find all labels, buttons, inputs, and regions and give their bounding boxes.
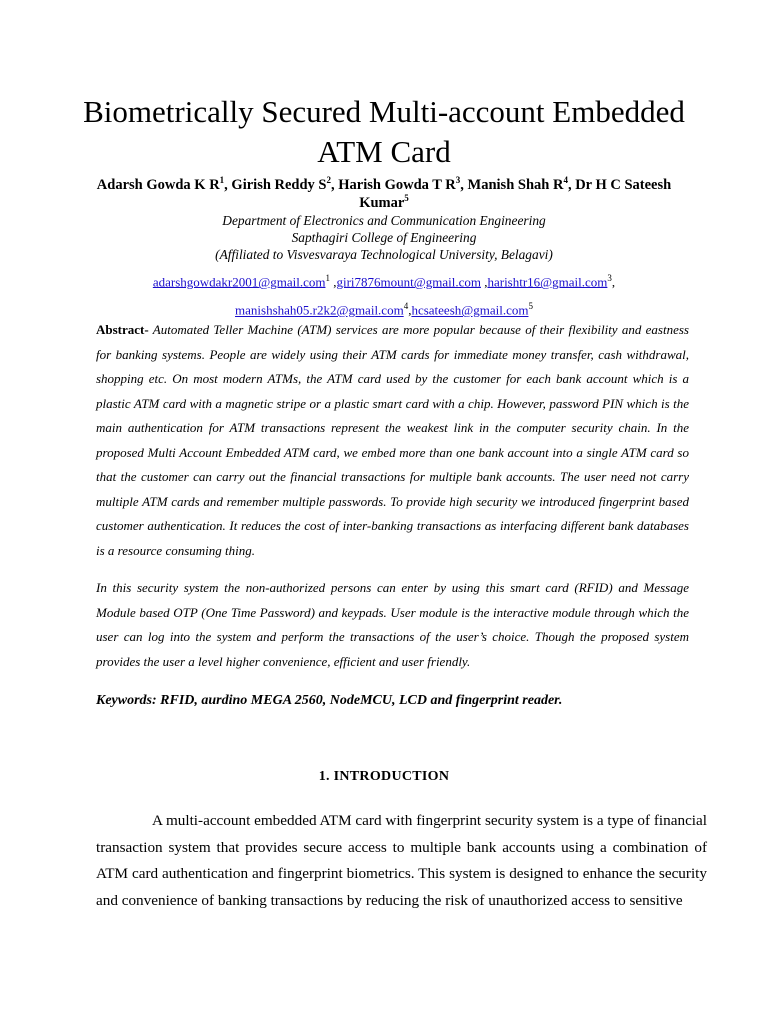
department: Department of Electronics and Communication Engineering	[222, 213, 546, 228]
author-name: Harish Gowda T R	[338, 177, 456, 193]
paper-title: Biometrically Secured Multi-account Embedded ATM Card	[83, 94, 685, 169]
abstract-text: Automated Teller Machine (ATM) services are more popular because of their flexibility and eastness for banking systems. People are widely using their ATM cards for immediate money transfer, cash withdrawal, shopping etc. On most modern ATMs, the ATM card used by the customer for each bank account which is a plastic ATM card with a magnetic stripe or a plastic smart card with a chip. However, password PIN which is the main authentication for ATM transactions represent the weakest link in the computer security chain. In the proposed Multi Account Embedded ATM card, we embed more than one bank account into a single ATM card so that the customer can carry out the financial transactions for multiple bank accounts. The user need not carry multiple ATM cards and remember multiple passwords. To provide high security we introduced fingerprint based customer authentication. It reduces the cost of inter-banking transactions as interfacing different bank databases is a resource consuming thing.	[96, 322, 689, 558]
author-name: Adarsh Gowda K R	[96, 177, 220, 193]
university-affiliation: (Affiliated to Visvesvaraya Technological University, Belagavi)	[215, 247, 553, 262]
abstract-label: Abstract-	[96, 322, 149, 337]
author-separator: ,	[460, 177, 468, 193]
abstract-paragraph	[96, 318, 689, 563]
section-heading-introduction: 1. INTRODUCTION	[318, 769, 450, 784]
affiliation-block	[60, 212, 708, 263]
author-name: Girish Reddy S	[231, 177, 327, 193]
author-email-link[interactable]: harishtr16@gmail.com	[487, 274, 608, 290]
email-sup: 4	[403, 301, 409, 312]
email-sup: 1	[325, 273, 330, 283]
author-sup: 2	[326, 175, 332, 186]
introduction-paragraph: A multi-account embedded ATM card with fingerprint security system is a type of financial transaction system that provides secure access to multiple bank accounts using a combination of ATM card authentication and fingerprint biometrics. This system is designed to enhance the security and convenience of banking transactions by reducing the risk of unauthorized access to sensitive	[96, 812, 707, 909]
email-line-1: adarshgowdakr2001@gmail.com$^1$ ,giri7876mount@gmail.com ,harishtr16@gmail.com$^3$,	[152, 273, 616, 290]
college: Sapthagiri College of Engineering	[291, 230, 477, 245]
author-separator: ,	[567, 177, 576, 193]
author-email-link[interactable]: manishshah05.r2k2@gmail.com	[235, 302, 404, 318]
author-email-link[interactable]: adarshgowdakr2001@gmail.com	[152, 274, 326, 290]
email-sup: 5	[528, 301, 533, 312]
author-sup: 4	[563, 175, 568, 186]
author-sup: 5	[404, 193, 409, 204]
author-separator: ,	[224, 177, 232, 193]
author-separator: ,	[331, 177, 339, 193]
author-name: Manish Shah R	[467, 177, 564, 193]
email-line-2: manishshah05.r2k2@gmail.com$^4$,hcsateesh@gmail.com$^5$	[235, 301, 533, 318]
author-email-link[interactable]: hcsateesh@gmail.com	[411, 302, 529, 318]
author-list	[88, 176, 680, 212]
author-email-link[interactable]: giri7876mount@gmail.com	[336, 274, 481, 290]
email-block	[60, 266, 708, 323]
email-sup: 3	[607, 273, 612, 283]
keywords: Keywords: RFID, aurdino MEGA 2560, NodeMCU, LCD and fingerprint reader.	[96, 693, 563, 708]
author-name: Dr H C Sateesh Kumar	[359, 177, 672, 211]
abstract-paragraph-2: In this security system the non-authorized persons can enter by using this smart card (RFID) and Message Module based OTP (One Time Password) and keypads. User module is the interactive module through which the user can log into the system and perform the transactions of the user’s choice. Though the proposed system provides the user a level higher convenience, efficient and user friendly.	[96, 580, 689, 669]
author-sup: 1	[219, 175, 225, 186]
author-sup: 3	[455, 175, 461, 186]
